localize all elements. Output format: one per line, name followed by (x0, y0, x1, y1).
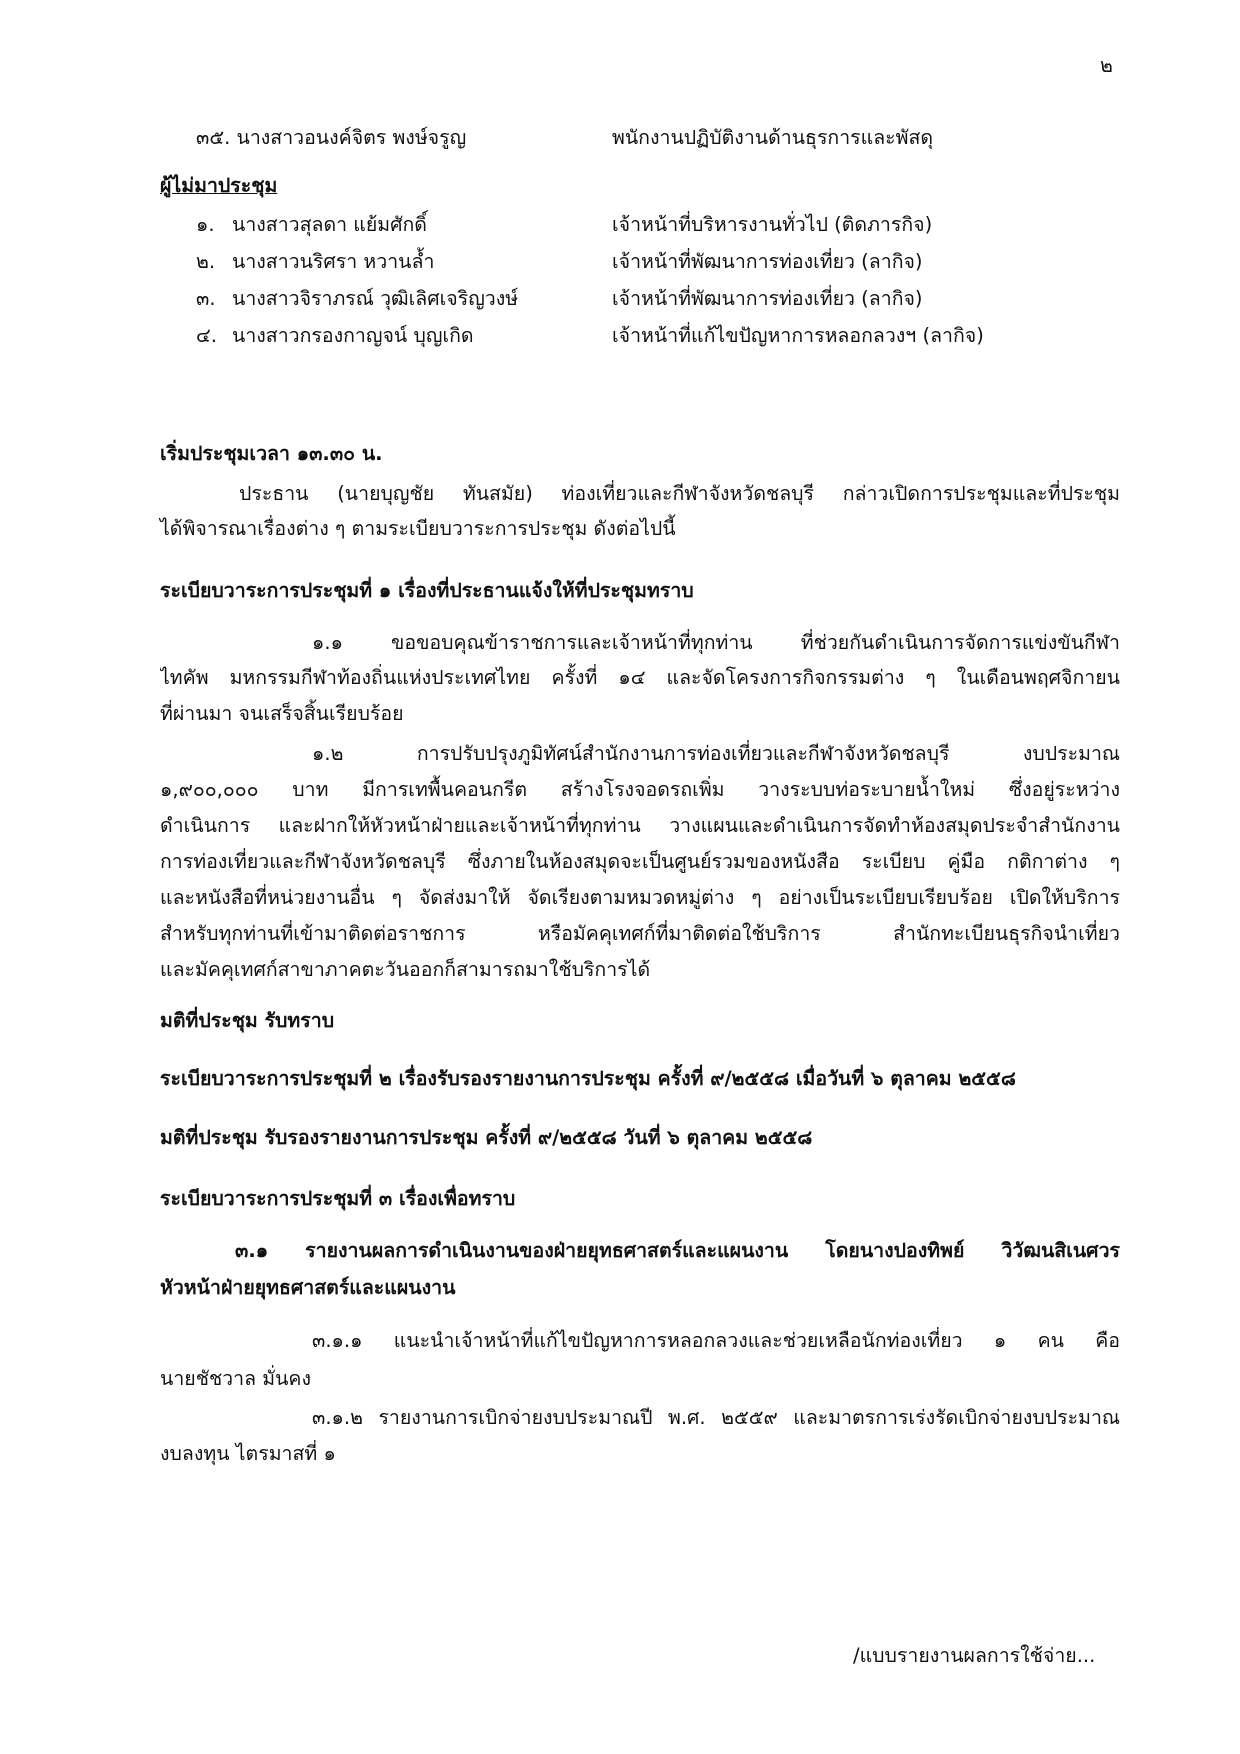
absent-name: นางสาวนริศรา หวานล้ำ (232, 250, 435, 273)
absent-position: เจ้าหน้าที่พัฒนาการท่องเที่ยว (ลากิจ) (612, 250, 923, 273)
item-1-1-line-3: ที่ผ่านมา จนเสร็จสิ้นเรียบร้อย (160, 702, 404, 725)
attendee-position: พนักงานปฏิบัติงานด้านธุรการและพัสดุ (612, 126, 934, 149)
page-number: ๒ (1100, 54, 1113, 77)
item-1-2-line-7: และมัคคุเทศก์สาขาภาคตะวันออกก็สามารถมาใช้บริการได้ (160, 958, 651, 981)
item-1-2-line-6: สำหรับทุกท่านที่เข้ามาติดต่อราชการ หรือมัคคุเทศก์ที่มาติดต่อใช้บริการ สำนักทะเบียนธุรกิจนำเที่ยว (160, 922, 1120, 945)
item-1-2-line-3: ดำเนินการ และฝากให้หัวหน้าฝ่ายและเจ้าหน้าที่ทุกท่าน วางแผนและดำเนินการจัดทำห้องสมุดประจำสำนักงาน (160, 814, 1120, 837)
absent-position: เจ้าหน้าที่บริหารงานทั่วไป (ติดภารกิจ) (612, 213, 933, 236)
absent-number: ๒. (196, 250, 216, 273)
item-1-2-line-5: และหนังสือที่หน่วยงานอื่น ๆ จัดส่งมาให้ จัดเรียงตามหมวดหมู่ต่าง ๆ อย่างเป็นระเบียบเรียบร้อย เปิดให้บริการ (160, 886, 1120, 909)
continuation-footer: /แบบรายงานผลการใช้จ่าย... (853, 1644, 1096, 1667)
opening-line-1: ประธาน (นายบุญชัย ทันสมัย) ท่องเที่ยวและกีฬาจังหวัดชลบุรี กล่าวเปิดการประชุมและที่ประชุม (239, 482, 1120, 505)
agenda-1-heading: ระเบียบวาระการประชุมที่ ๑ เรื่องที่ประธานแจ้งให้ที่ประชุมทราบ (160, 579, 694, 602)
absent-number: ๓. (196, 287, 216, 310)
item-3-1-line-2: หัวหน้าฝ่ายยุทธศาสตร์และแผนงาน (160, 1276, 456, 1299)
absent-row-2 (0, 246, 1240, 276)
item-1-2-line-2: ๑,๙๐๐,๐๐๐ บาท มีการเทพื้นคอนกรีต สร้างโรงจอดรถเพิ่ม วางระบบท่อระบายน้ำใหม่ ซึ่งอยู่ระหว่าง (160, 778, 1120, 801)
absent-row-4 (0, 320, 1240, 350)
attendee-label: ๓๕. นางสาวอนงค์จิตร พงษ์จรูญ (196, 126, 467, 149)
absent-position: เจ้าหน้าที่แก้ไขปัญหาการหลอกลวงฯ (ลากิจ) (612, 324, 984, 347)
agenda-3-heading: ระเบียบวาระการประชุมที่ ๓ เรื่องเพื่อทราบ (160, 1187, 516, 1210)
resolution-2: มติที่ประชุม รับรองรายงานการประชุม ครั้งที่ ๙/๒๕๕๘ วันที่ ๖ ตุลาคม ๒๕๕๘ (160, 1126, 813, 1149)
item-3-1-1-line-2: นายชัชวาล มั่นคง (160, 1367, 311, 1390)
item-3-1-2-line-2: งบลงทุน ไตรมาสที่ ๑ (160, 1442, 336, 1465)
item-1-1-line-1: ๑.๑ ขอขอบคุณข้าราชการและเจ้าหน้าที่ทุกท่าน ที่ช่วยกันดำเนินการจัดการแข่งขันกีฬา (312, 631, 1120, 654)
absent-name: นางสาวจิราภรณ์ วุฒิเลิศเจริญวงษ์ (232, 287, 519, 310)
item-3-1-2-line-1: ๓.๑.๒ รายงานการเบิกจ่ายงบประมาณปี พ.ศ. ๒๕๕๙ และมาตรการเร่งรัดเบิกจ่ายงบประมาณ (312, 1406, 1120, 1429)
item-3-1-1-line-1: ๓.๑.๑ แนะนำเจ้าหน้าที่แก้ไขปัญหาการหลอกลวงและช่วยเหลือนักท่องเที่ยว ๑ คน คือ (312, 1329, 1120, 1352)
resolution-1: มติที่ประชุม รับทราบ (160, 1009, 335, 1032)
agenda-2-heading: ระเบียบวาระการประชุมที่ ๒ เรื่องรับรองรายงานการประชุม ครั้งที่ ๙/๒๕๕๘ เมื่อวันที่ ๖ ตุลาคม ๒๕๕๘ (160, 1067, 1016, 1090)
attendee-row-35 (0, 122, 1240, 152)
item-1-1-line-2: ไทคัพ มหกรรมกีฬาท้องถิ่นแห่งประเทศไทย ครั้งที่ ๑๔ และจัดโครงการกิจกรรมต่าง ๆ ในเดือนพฤศจิกายน (160, 666, 1120, 689)
absent-name: นางสาวกรองกาญจน์ บุญเกิด (232, 324, 474, 347)
absent-name: นางสาวสุลดา แย้มศักดิ์ (232, 213, 427, 236)
item-3-1-line-1: ๓.๑ รายงานผลการดำเนินงานของฝ่ายยุทธศาสตร์และแผนงาน โดยนางปองทิพย์ วิวัฒนสิเนศวร (235, 1239, 1120, 1262)
absent-row-1 (0, 209, 1240, 239)
absent-heading: ผู้ไม่มาประชุม (160, 174, 278, 197)
absent-number: ๑. (196, 213, 215, 236)
absent-number: ๔. (196, 324, 217, 347)
opening-line-2: ได้พิจารณาเรื่องต่าง ๆ ตามระเบียบวาระการประชุม ดังต่อไปนี้ (160, 517, 676, 540)
absent-row-3 (0, 283, 1240, 313)
absent-position: เจ้าหน้าที่พัฒนาการท่องเที่ยว (ลากิจ) (612, 287, 923, 310)
meeting-start-heading: เริ่มประชุมเวลา ๑๓.๓๐ น. (160, 442, 383, 465)
item-1-2-line-4: การท่องเที่ยวและกีฬาจังหวัดชลบุรี ซึ่งภายในห้องสมุดจะเป็นศูนย์รวมของหนังสือ ระเบียบ คู่มือ กติกาต่าง ๆ (160, 850, 1120, 873)
item-1-2-line-1: ๑.๒ การปรับปรุงภูมิทัศน์สำนักงานการท่องเที่ยวและกีฬาจังหวัดชลบุรี งบประมาณ (312, 742, 1120, 765)
